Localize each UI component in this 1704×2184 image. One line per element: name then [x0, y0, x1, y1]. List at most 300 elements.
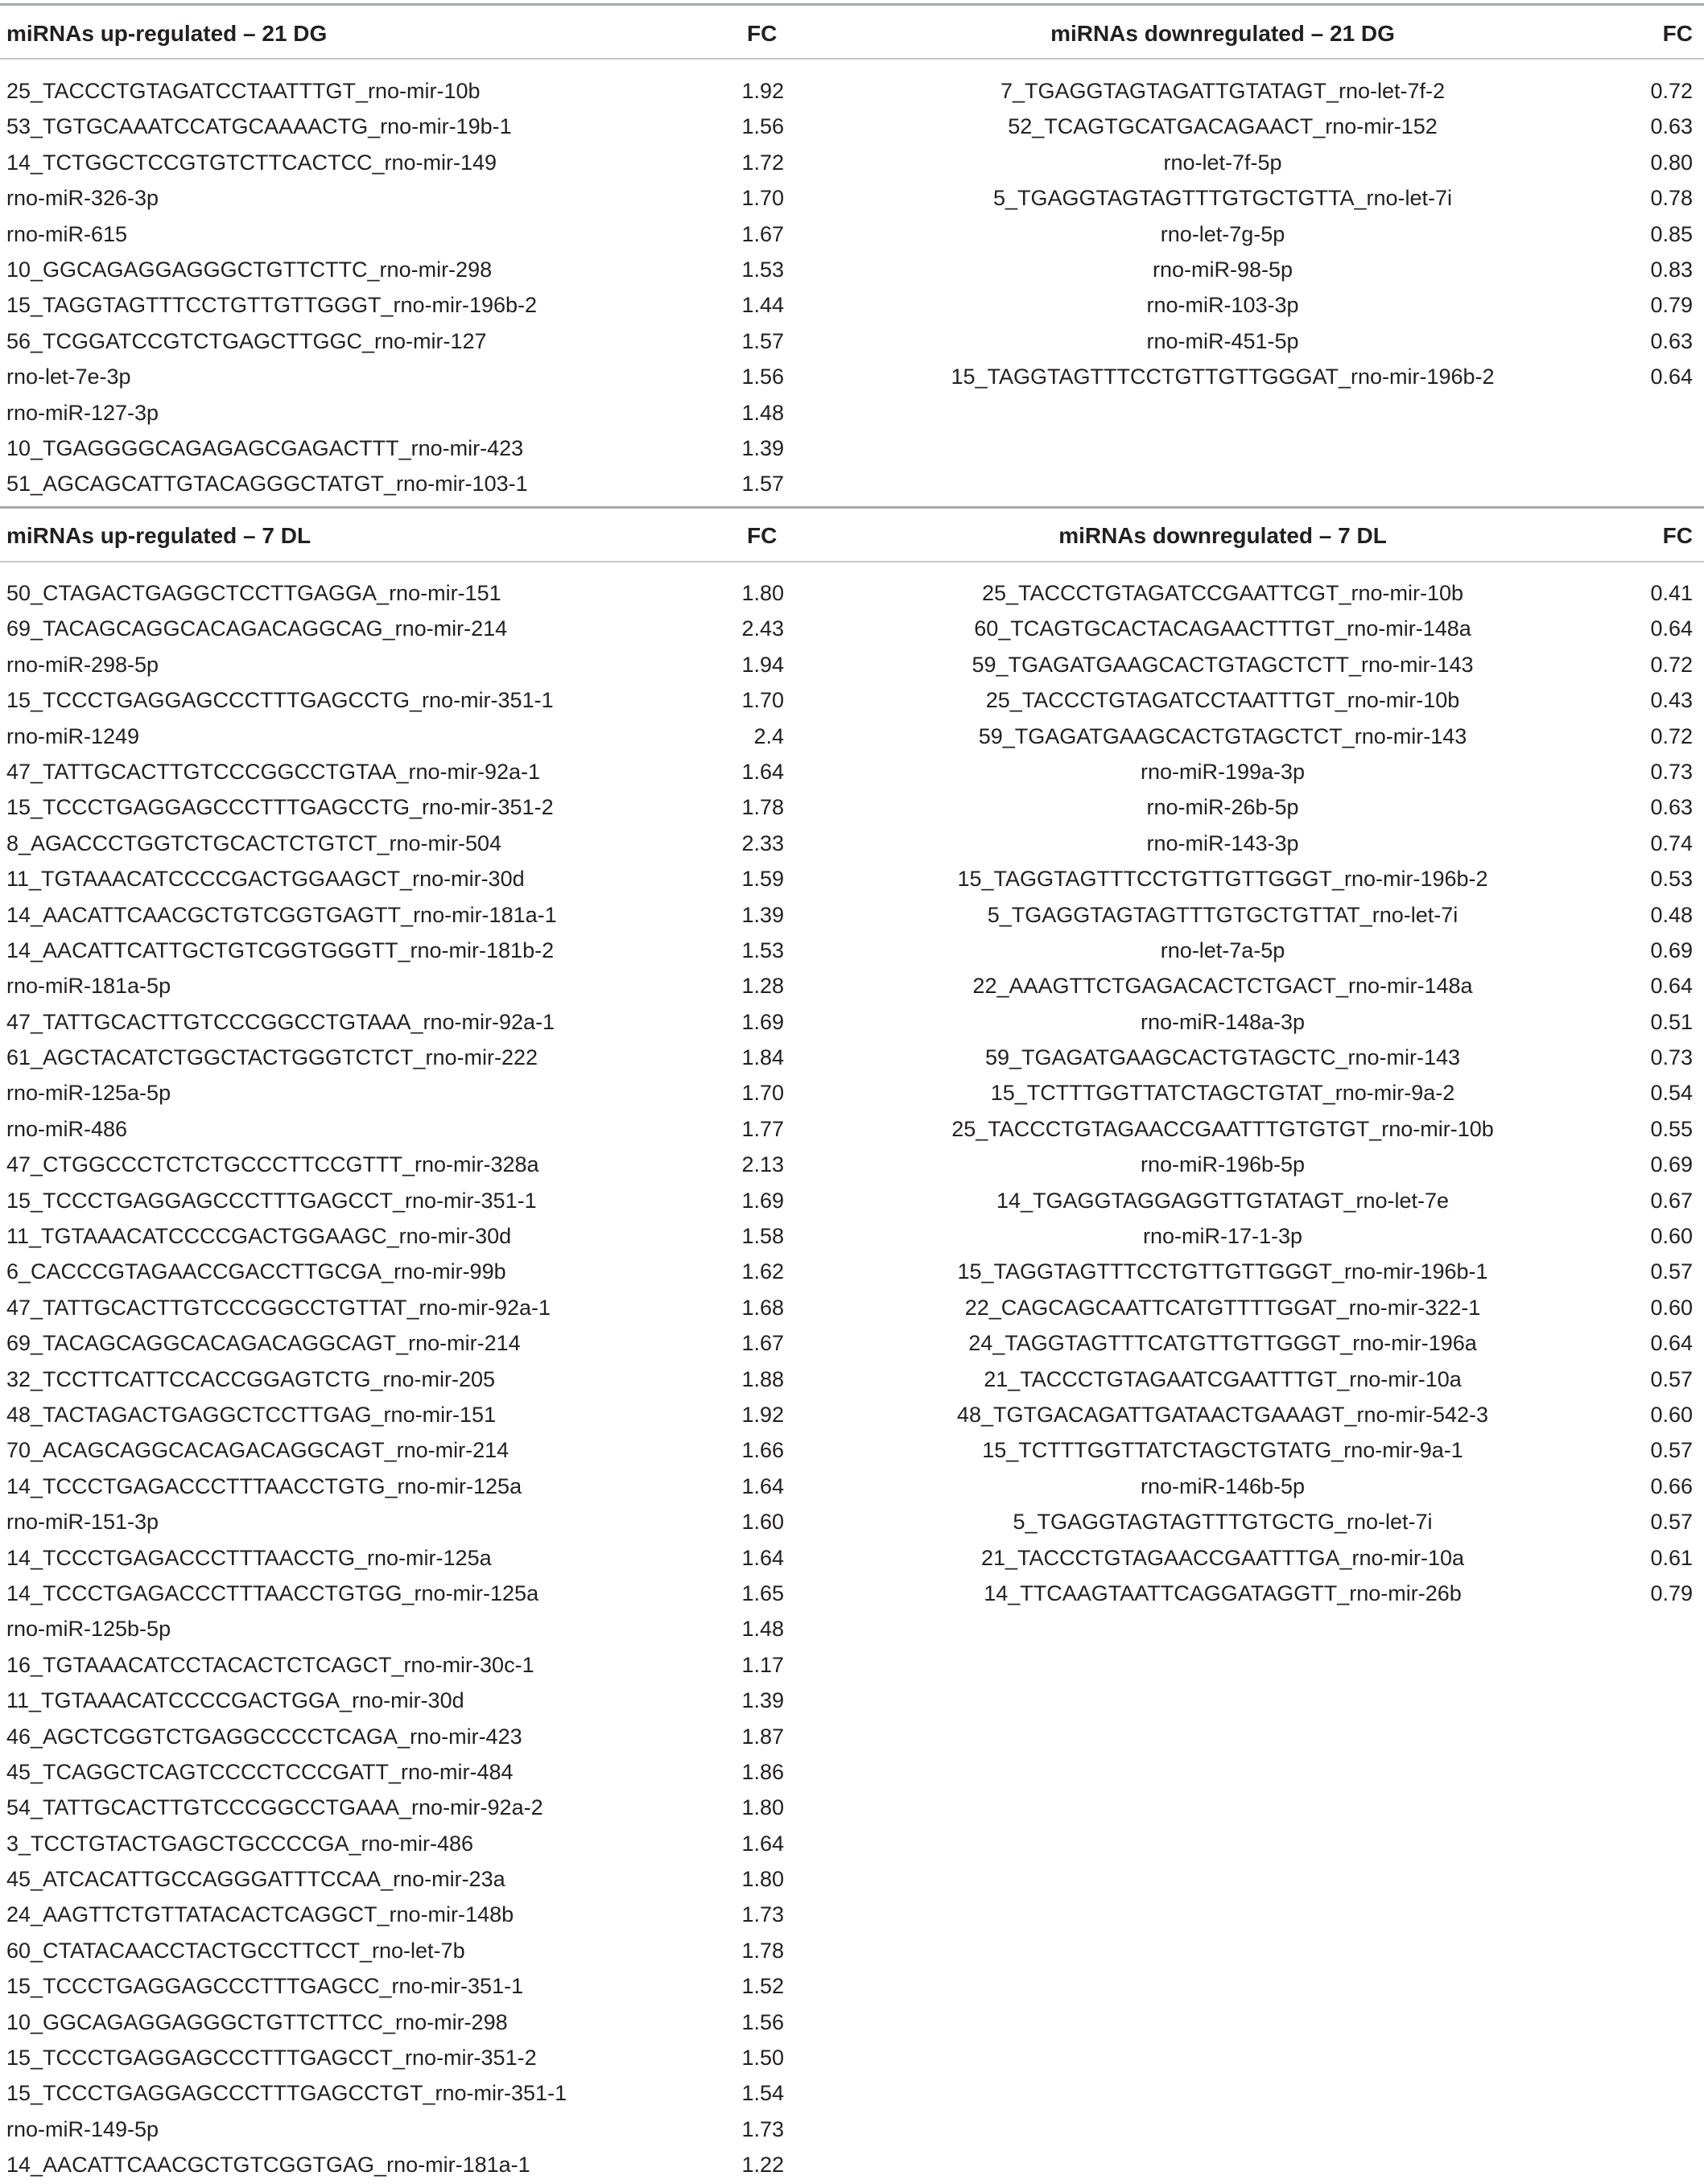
section-7dl [0, 509, 1704, 2179]
mirna-name: rno-miR-127-3p [6, 400, 159, 425]
fold-change-value: 1.92 [741, 79, 784, 103]
fold-change-value: 2.13 [741, 1152, 784, 1177]
mirna-name: 15_TAGGTAGTTTCCTGTTGTTGGGT_rno-mir-196b-2 [957, 867, 1488, 892]
fold-change-value: 0.43 [1650, 688, 1693, 713]
fold-change-value: 1.73 [741, 1902, 784, 1927]
up-fc-header: FC [747, 523, 778, 548]
fold-change-value: 0.78 [1650, 186, 1693, 211]
fold-change-value: 1.56 [741, 114, 784, 139]
fold-change-value: 0.54 [1650, 1081, 1693, 1106]
fold-change-value: 1.39 [741, 435, 784, 460]
fold-change-value: 0.73 [1650, 759, 1693, 784]
table-row [0, 1505, 797, 1540]
table-row [0, 719, 797, 755]
fold-change-value: 0.69 [1650, 1152, 1693, 1177]
fold-change-value: 1.56 [741, 2009, 784, 2034]
fold-change-value: 1.53 [741, 937, 784, 962]
table-row [926, 1076, 1704, 1111]
mirna-name: 25_TACCCTGTAGAACCGAATTTGTGTGT_rno-mir-10b [951, 1116, 1494, 1141]
table-row [0, 2041, 797, 2076]
mirna-name: 15_TAGGTAGTTTCCTGTTGTTGGGAT_rno-mir-196b-2 [951, 365, 1495, 389]
fold-change-value: 1.67 [741, 1331, 784, 1356]
table-row [926, 1433, 1704, 1469]
fold-change-value: 1.87 [741, 1724, 784, 1749]
table-row [926, 969, 1704, 1004]
mirna-name: 10_GGCAGAGGAGGGCTGTTCTTCC_rno-mir-298 [6, 2009, 508, 2034]
table-row [0, 648, 797, 683]
mirna-name: 16_TGTAAACATCCTACACTCTCAGCT_rno-mir-30c-1 [6, 1652, 534, 1677]
down-header: miRNAs downregulated – 7 DL [1058, 523, 1387, 548]
table-row [0, 1648, 797, 1683]
fold-change-value: 0.66 [1650, 1473, 1693, 1498]
fold-change-value: 0.72 [1650, 652, 1693, 677]
fold-change-value: 0.63 [1650, 795, 1693, 820]
mirna-name: rno-miR-98-5p [1152, 257, 1293, 282]
table-row [926, 324, 1704, 360]
fold-change-value: 1.64 [741, 759, 784, 784]
mirna-name: 11_TGTAAACATCCCCGACTGGAAGC_rno-mir-30d [6, 1224, 512, 1249]
table-row [0, 1433, 797, 1469]
mirna-name: 10_GGCAGAGGAGGGCTGTTCTTC_rno-mir-298 [6, 257, 493, 282]
mirna-name: rno-let-7g-5p [1160, 221, 1285, 246]
fold-change-value: 0.51 [1650, 1009, 1693, 1034]
fold-change-value: 1.70 [741, 688, 784, 713]
table-row [926, 74, 1704, 109]
mirna-name: 45_TCAGGCTCAGTCCCCTCCCGATT_rno-mir-484 [6, 1759, 514, 1784]
fold-change-value: 1.77 [741, 1116, 784, 1141]
mirna-name: rno-miR-181a-5p [6, 974, 171, 999]
fold-change-value: 0.79 [1650, 293, 1693, 318]
section-21dg [0, 6, 1704, 499]
table-row [926, 826, 1704, 862]
fold-change-value: 1.94 [741, 652, 784, 677]
table-row [0, 1720, 797, 1755]
mirna-name: rno-miR-148a-3p [1140, 1009, 1306, 1034]
fold-change-value: 1.69 [741, 1009, 784, 1034]
table-row [0, 969, 797, 1004]
mirna-name: 14_TCCCTGAGACCCTTTAACCTGTG_rno-mir-125a [6, 1473, 522, 1498]
table-row [926, 109, 1704, 145]
fold-change-value: 0.79 [1650, 1580, 1693, 1605]
fold-change-value: 1.39 [741, 902, 784, 927]
table-row [926, 1505, 1704, 1540]
mirna-name: 14_TCCCTGAGACCCTTTAACCTGTGG_rno-mir-125a [6, 1580, 539, 1605]
mirna-name: 21_TACCCTGTAGAATCGAATTTGT_rno-mir-10a [984, 1366, 1462, 1391]
table-row [926, 146, 1704, 181]
table-row [926, 1112, 1704, 1148]
mirna-name: rno-miR-143-3p [1146, 830, 1299, 855]
table-row [926, 1219, 1704, 1255]
fold-change-value: 1.50 [741, 2046, 784, 2071]
mirna-name: rno-miR-486 [6, 1116, 128, 1141]
table-row [926, 360, 1704, 395]
header-rule [0, 58, 1704, 60]
fold-change-value: 1.53 [741, 257, 784, 282]
table-row [0, 217, 797, 253]
fold-change-value: 1.64 [741, 1831, 784, 1856]
fold-change-value: 0.69 [1650, 937, 1693, 962]
mirna-name: rno-miR-615 [6, 221, 128, 246]
fold-change-value: 1.84 [741, 1045, 784, 1070]
mirna-name: 70_ACAGCAGGCACAGACAGGCAGT_rno-mir-214 [6, 1438, 510, 1463]
table-row [0, 288, 797, 323]
mirna-name: 22_CAGCAGCAATTCATGTTTTGGAT_rno-mir-322-1 [964, 1295, 1481, 1320]
table-row [926, 1255, 1704, 1290]
fold-change-value: 1.17 [741, 1652, 784, 1677]
table-row [926, 719, 1704, 755]
fold-change-value: 1.59 [741, 867, 784, 892]
mirna-name: 46_AGCTCGGTCTGAGGCCCCTCAGA_rno-mir-423 [6, 1724, 522, 1749]
mirna-name: 48_TACTAGACTGAGGCTCCTTGAG_rno-mir-151 [6, 1402, 497, 1427]
table-row [926, 1148, 1704, 1183]
fold-change-value: 1.68 [741, 1295, 784, 1320]
mirna-name: 51_AGCAGCATTGTACAGGGCTATGT_rno-mir-103-1 [6, 472, 528, 497]
fold-change-value: 0.57 [1650, 1259, 1693, 1284]
fold-change-value: 0.64 [1650, 616, 1693, 641]
fold-change-value: 0.55 [1650, 1116, 1693, 1141]
table-row [0, 2148, 797, 2183]
mirna-name: 14_AACATTCATTGCTGTCGGTGGGTT_rno-mir-181b-2 [6, 937, 555, 962]
up-header: miRNAs up-regulated – 21 DG [6, 21, 328, 46]
table-row [926, 253, 1704, 288]
table-row [0, 1541, 797, 1576]
table-row [926, 576, 1704, 612]
mirna-name: 25_TACCCTGTAGATCCTAATTTGT_rno-mir-10b [6, 79, 481, 103]
table-row [0, 1898, 797, 1933]
mirna-name: 15_TCCCTGAGGAGCCCTTTGAGCCT_rno-mir-351-2 [6, 2046, 537, 2071]
mirna-name: 59_TGAGATGAAGCACTGTAGCTCT_rno-mir-143 [978, 723, 1467, 748]
mirna-name: 15_TCCCTGAGGAGCCCTTTGAGCCT_rno-mir-351-1 [6, 1188, 537, 1213]
fold-change-value: 0.41 [1650, 581, 1693, 605]
fold-change-value: 2.33 [741, 830, 784, 855]
mirna-name: 25_TACCCTGTAGATCCTAATTTGT_rno-mir-10b [985, 688, 1460, 713]
mirna-name: 47_TATTGCACTTGTCCCGGCCTGTAA_rno-mir-92a-1 [6, 759, 541, 784]
mirna-name: rno-miR-199a-3p [1140, 759, 1306, 784]
mirna-name: 3_TCCTGTACTGAGCTGCCCCGA_rno-mir-486 [6, 1831, 474, 1856]
table-row [0, 1862, 797, 1898]
fold-change-value: 1.52 [741, 1974, 784, 1999]
table-header [0, 6, 1704, 63]
table-row [0, 933, 797, 969]
mirna-name: 47_TATTGCACTTGTCCCGGCCTGTAAA_rno-mir-92a-1 [6, 1009, 555, 1034]
fold-change-value: 0.60 [1650, 1402, 1693, 1427]
table-row [0, 1040, 797, 1076]
table-row [0, 1184, 797, 1219]
table-row [0, 1148, 797, 1183]
table-row [0, 1219, 797, 1255]
mirna-name: 24_AAGTTCTGTTATACACTCAGGCT_rno-mir-148b [6, 1902, 514, 1927]
up-header: miRNAs up-regulated – 7 DL [6, 523, 312, 548]
mirna-name: 56_TCGGATCCGTCTGAGCTTGGC_rno-mir-127 [6, 328, 487, 353]
mirna-name: 59_TGAGATGAAGCACTGTAGCTC_rno-mir-143 [984, 1045, 1461, 1070]
fold-change-value: 1.88 [741, 1366, 784, 1391]
table-row [0, 755, 797, 790]
fold-change-value: 0.57 [1650, 1438, 1693, 1463]
mirna-name: 15_TCCCTGAGGAGCCCTTTGAGCC_rno-mir-351-1 [6, 1974, 524, 1999]
fold-change-value: 1.48 [741, 400, 784, 425]
table-header [0, 509, 1704, 565]
fold-change-value: 2.4 [753, 723, 784, 748]
fold-change-value: 1.78 [741, 1938, 784, 1963]
up-list [0, 576, 797, 2184]
table-row [0, 74, 797, 109]
mirna-name: 5_TGAGGTAGTAGTTTGTGCTG_rno-let-7i [1013, 1510, 1433, 1535]
fold-change-value: 0.63 [1650, 328, 1693, 353]
mirna-name: 50_CTAGACTGAGGCTCCTTGAGGA_rno-mir-151 [6, 581, 501, 605]
fold-change-value: 1.48 [741, 1617, 784, 1642]
mirna-name: 5_TGAGGTAGTAGTTTGTGCTGTTAT_rno-let-7i [987, 902, 1459, 927]
mirna-name: 54_TATTGCACTTGTCCCGGCCTGAAA_rno-mir-92a-2 [6, 1795, 543, 1820]
table-row [926, 1291, 1704, 1326]
table-row [0, 181, 797, 216]
mirna-name: rno-miR-125a-5p [6, 1081, 171, 1106]
table-row [0, 1326, 797, 1362]
table-row [926, 1398, 1704, 1433]
table-row [0, 1291, 797, 1326]
down-fc-header: FC [1662, 21, 1693, 46]
table-row [0, 1790, 797, 1826]
table-row [926, 612, 1704, 647]
fold-change-value: 1.80 [741, 1795, 784, 1820]
fold-change-value: 1.60 [741, 1510, 784, 1535]
fold-change-value: 0.64 [1650, 1331, 1693, 1356]
mirna-name: rno-miR-151-3p [6, 1510, 159, 1535]
mirna-name: 48_TGTGACAGATTGATAACTGAAAGT_rno-mir-542-3 [956, 1402, 1489, 1427]
table-row [926, 1005, 1704, 1040]
fold-change-value: 1.39 [741, 1688, 784, 1713]
fold-change-value: 1.22 [741, 2153, 784, 2178]
fold-change-value: 0.72 [1650, 79, 1693, 103]
table-row [926, 790, 1704, 826]
mirna-name: 15_TCCCTGAGGAGCCCTTTGAGCCTG_rno-mir-351-2 [6, 795, 554, 820]
fold-change-value: 0.80 [1650, 150, 1693, 175]
mirna-name: 32_TCCTTCATTCCACCGGAGTCTG_rno-mir-205 [6, 1366, 496, 1391]
mirna-name: 11_TGTAAACATCCCCGACTGGA_rno-mir-30d [6, 1688, 464, 1713]
fold-change-value: 1.80 [741, 1867, 784, 1892]
fold-change-value: 0.53 [1650, 867, 1693, 892]
table-row [926, 1326, 1704, 1362]
table-row [0, 1755, 797, 1790]
mirna-name: rno-miR-17-1-3p [1142, 1224, 1303, 1249]
table-row [0, 1969, 797, 2005]
fold-change-value: 2.43 [741, 616, 784, 641]
fold-change-value: 1.65 [741, 1580, 784, 1605]
table-row [926, 1576, 1704, 1612]
fold-change-value: 0.64 [1650, 974, 1693, 999]
down-header: miRNAs downregulated – 21 DG [1050, 21, 1395, 46]
fold-change-value: 1.28 [741, 974, 784, 999]
down-list [926, 74, 1704, 396]
table-row [0, 1076, 797, 1111]
fold-change-value: 0.48 [1650, 902, 1693, 927]
fold-change-value: 0.73 [1650, 1045, 1693, 1070]
table-row [926, 288, 1704, 323]
fold-change-value: 1.92 [741, 1402, 784, 1427]
fold-change-value: 0.57 [1650, 1510, 1693, 1535]
mirna-name: rno-miR-146b-5p [1140, 1473, 1306, 1498]
table-row [0, 612, 797, 647]
fold-change-value: 0.67 [1650, 1188, 1693, 1213]
mirna-name: 7_TGAGGTAGTAGATTGTATAGT_rno-let-7f-2 [1000, 79, 1446, 103]
fold-change-value: 1.72 [741, 150, 784, 175]
fold-change-value: 1.73 [741, 2116, 784, 2141]
fold-change-value: 1.54 [741, 2081, 784, 2106]
table-row [926, 1184, 1704, 1219]
mirna-name: 22_AAAGTTCTGAGACACTCTGACT_rno-mir-148a [972, 974, 1473, 999]
mirna-name: rno-miR-298-5p [6, 652, 159, 677]
mirna-name: 14_TCCCTGAGACCCTTTAACCTG_rno-mir-125a [6, 1545, 492, 1570]
mirna-name: 11_TGTAAACATCCCCGACTGGAAGCT_rno-mir-30d [6, 867, 525, 892]
table-row [926, 1469, 1704, 1505]
fold-change-value: 0.60 [1650, 1295, 1693, 1320]
mirna-name: 25_TACCCTGTAGATCCGAATTCGT_rno-mir-10b [981, 581, 1464, 605]
top-rule [0, 3, 1704, 6]
mirna-name: rno-let-7a-5p [1160, 937, 1285, 962]
table-row [0, 683, 797, 719]
fold-change-value: 0.74 [1650, 830, 1693, 855]
mirna-name: 14_TGAGGTAGGAGGTTGTATAGT_rno-let-7e [996, 1188, 1450, 1213]
mirna-name: 14_AACATTCAACGCTGTCGGTGAG_rno-mir-181a-1 [6, 2153, 530, 2178]
fold-change-value: 1.86 [741, 1759, 784, 1784]
table-row [0, 862, 797, 897]
fold-change-value: 1.64 [741, 1545, 784, 1570]
fold-change-value: 1.78 [741, 795, 784, 820]
mirna-name: 5_TGAGGTAGTAGTTTGTGCTGTTA_rno-let-7i [992, 186, 1453, 211]
fold-change-value: 1.70 [741, 186, 784, 211]
table-row [0, 1112, 797, 1148]
fold-change-value: 1.64 [741, 1473, 784, 1498]
fold-change-value: 0.83 [1650, 257, 1693, 282]
table-row [0, 360, 797, 395]
table-row [0, 1576, 797, 1612]
table-row [926, 862, 1704, 897]
table-row [0, 1934, 797, 1969]
mirna-name: 14_TTCAAGTAATTCAGGATAGGTT_rno-mir-26b [984, 1580, 1462, 1605]
table-row [0, 146, 797, 181]
table-row [926, 933, 1704, 969]
table-row [926, 755, 1704, 790]
table-row [0, 2112, 797, 2148]
fold-change-value: 1.56 [741, 365, 784, 389]
table-row [0, 467, 797, 502]
mirna-name: 10_TGAGGGGCAGAGAGCGAGACTTT_rno-mir-423 [6, 435, 524, 460]
mirna-name: 8_AGACCCTGGTCTGCACTCTGTCT_rno-mir-504 [6, 830, 502, 855]
mirna-name: rno-miR-326-3p [6, 186, 159, 211]
table-row [0, 826, 797, 862]
table-row [0, 109, 797, 145]
table-row [0, 1469, 797, 1505]
fold-change-value: 1.44 [741, 293, 784, 318]
fold-change-value: 0.60 [1650, 1224, 1693, 1249]
table-row [0, 324, 797, 360]
table-row [0, 1683, 797, 1719]
mirna-name: 47_TATTGCACTTGTCCCGGCCTGTTAT_rno-mir-92a-1 [6, 1295, 551, 1320]
mirna-name: rno-miR-149-5p [6, 2116, 159, 2141]
up-fc-header: FC [747, 21, 778, 46]
mirna-name: rno-miR-1249 [6, 723, 140, 748]
table-row [926, 217, 1704, 253]
table-row [926, 1040, 1704, 1076]
mirna-name: 59_TGAGATGAAGCACTGTAGCTCTT_rno-mir-143 [972, 652, 1474, 677]
table-row [0, 1005, 797, 1040]
fold-change-value: 1.58 [741, 1224, 784, 1249]
table-row [0, 1255, 797, 1290]
down-list [926, 576, 1704, 1612]
mirna-name: rno-miR-125b-5p [6, 1617, 171, 1642]
mirna-name: rno-miR-196b-5p [1140, 1152, 1306, 1177]
fold-change-value: 0.61 [1650, 1545, 1693, 1570]
mirna-name: 24_TAGGTAGTTTCATGTTGTTGGGT_rno-mir-196a [968, 1331, 1477, 1356]
mirna-name: 69_TACAGCAGGCACAGACAGGCAGT_rno-mir-214 [6, 1331, 521, 1356]
mirna-name: rno-miR-26b-5p [1146, 795, 1299, 820]
mirna-name: rno-miR-451-5p [1146, 328, 1299, 353]
table-row [926, 181, 1704, 216]
up-list [0, 74, 797, 503]
table-row [0, 790, 797, 826]
table-row [0, 2076, 797, 2112]
fold-change-value: 1.62 [741, 1259, 784, 1284]
table-row [0, 1398, 797, 1433]
mirna-name: rno-miR-103-3p [1146, 293, 1299, 318]
table-row [0, 396, 797, 431]
table-row [0, 253, 797, 288]
mirna-name: 14_AACATTCAACGCTGTCGGTGAGTT_rno-mir-181a-1 [6, 902, 557, 927]
fold-change-value: 0.64 [1650, 365, 1693, 389]
down-fc-header: FC [1662, 523, 1693, 548]
fold-change-value: 0.63 [1650, 114, 1693, 139]
mirna-name: 15_TCTTTGGTTATCTAGCTGTATG_rno-mir-9a-1 [982, 1438, 1463, 1463]
table-row [926, 683, 1704, 719]
mirna-name: 15_TAGGTAGTTTCCTGTTGTTGGGT_rno-mir-196b-1 [957, 1259, 1488, 1284]
mirna-name: 21_TACCCTGTAGAACCGAATTTGA_rno-mir-10a [980, 1545, 1465, 1570]
fold-change-value: 1.69 [741, 1188, 784, 1213]
mirna-name: rno-let-7e-3p [6, 365, 131, 389]
table-row [926, 648, 1704, 683]
mirna-name: 47_CTGGCCCTCTCTGCCCTTCCGTTT_rno-mir-328a [6, 1152, 539, 1177]
table-row [0, 431, 797, 467]
table-row [0, 2005, 797, 2041]
table-row [0, 1827, 797, 1862]
table-row [0, 898, 797, 933]
mirna-name: 6_CACCCGTAGAACCGACCTTGCGA_rno-mir-99b [6, 1259, 506, 1284]
table-row [926, 898, 1704, 933]
mirna-name: 15_TAGGTAGTTTCCTGTTGTTGGGT_rno-mir-196b-2 [6, 293, 538, 318]
mirna-name: 15_TCCCTGAGGAGCCCTTTGAGCCTGT_rno-mir-351-1 [6, 2081, 567, 2106]
table-row [0, 576, 797, 612]
fold-change-value: 0.85 [1650, 221, 1693, 246]
mirna-name: rno-let-7f-5p [1163, 150, 1282, 175]
fold-change-value: 0.72 [1650, 723, 1693, 748]
mirna-name: 14_TCTGGCTCCGTGTCTTCACTCC_rno-mir-149 [6, 150, 497, 175]
header-rule [0, 561, 1704, 562]
table-row [0, 1612, 797, 1647]
table-row [0, 1362, 797, 1398]
mirna-name: 60_TCAGTGCACTACAGAACTTTGT_rno-mir-148a [974, 616, 1471, 641]
fold-change-value: 1.70 [741, 1081, 784, 1106]
mirna-name: 15_TCTTTGGTTATCTAGCTGTAT_rno-mir-9a-2 [990, 1081, 1455, 1106]
mirna-name: 15_TCCCTGAGGAGCCCTTTGAGCCTG_rno-mir-351-1 [6, 688, 554, 713]
fold-change-value: 1.66 [741, 1438, 784, 1463]
fold-change-value: 1.67 [741, 221, 784, 246]
mirna-name: 53_TGTGCAAATCCATGCAAAACTG_rno-mir-19b-1 [6, 114, 512, 139]
mirna-name: 60_CTATACAACCTACTGCCTTCCT_rno-let-7b [6, 1938, 465, 1963]
mirna-name: 61_AGCTACATCTGGCTACTGGGTCTCT_rno-mir-222 [6, 1045, 538, 1070]
fold-change-value: 1.80 [741, 581, 784, 605]
fold-change-value: 1.57 [741, 472, 784, 497]
mirna-name: 52_TCAGTGCATGACAGAACT_rno-mir-152 [1008, 114, 1438, 139]
mirna-name: 69_TACAGCAGGCACAGACAGGCAG_rno-mir-214 [6, 616, 508, 641]
fold-change-value: 0.57 [1650, 1366, 1693, 1391]
